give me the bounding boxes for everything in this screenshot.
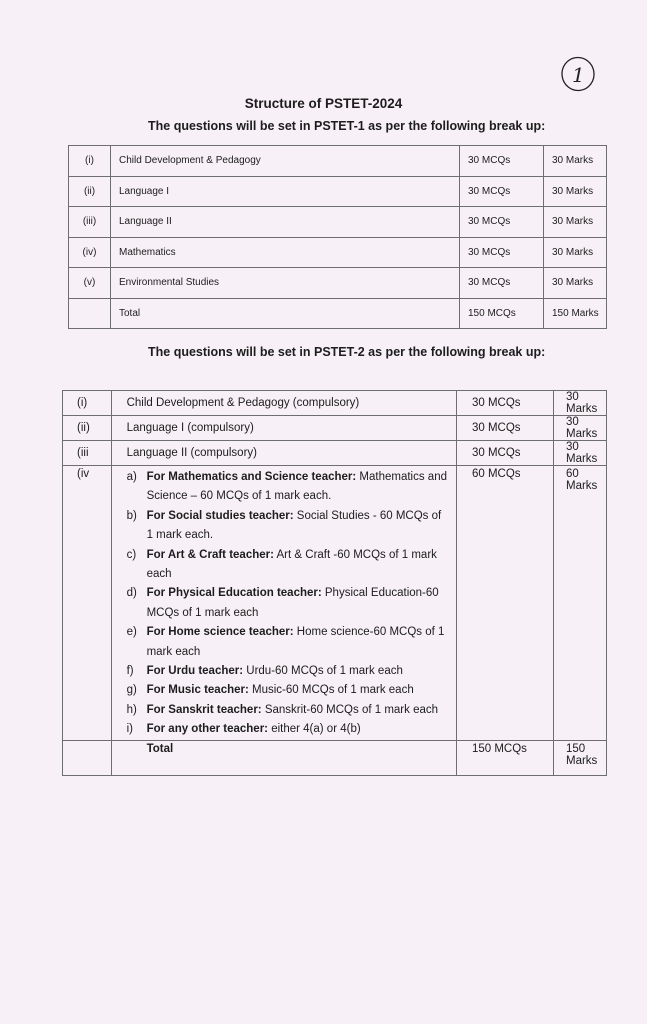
table-row (63, 391, 607, 416)
subject-cell: Language I (compulsory) (111, 416, 456, 441)
item-description: Art & Craft -60 MCQs of 1 mark each (146, 548, 437, 581)
item-text (147, 681, 448, 700)
teacher-options-list (127, 468, 456, 740)
item-description: Physical Education-60 MCQs of 1 mark each (146, 587, 439, 619)
marks-cell: 30 Marks (554, 391, 607, 416)
list-item (127, 701, 448, 720)
mcqs-cell: 150 MCQs (460, 298, 544, 329)
mcqs-cell: 30 MCQs (460, 237, 544, 268)
item-marker: h) (126, 703, 137, 716)
subject-cell: Child Development & Pedagogy (compulsory) (111, 391, 456, 416)
item-marker: i) (126, 723, 133, 736)
row-number: (iii (63, 441, 112, 466)
teacher-type: For Urdu teacher: (146, 665, 244, 678)
total-mcqs: 150 MCQs (456, 740, 553, 775)
pstet2-subtitle: The questions will be set in PSTET-2 as per the following break up: (148, 345, 546, 359)
item-description: Urdu-60 MCQs of 1 mark each (243, 665, 403, 678)
mcqs-cell: 30 MCQs (456, 441, 553, 466)
list-item (127, 681, 448, 700)
item-marker: a) (126, 471, 137, 483)
item-description: Music-60 MCQs of 1 mark each (248, 684, 414, 697)
list-item (127, 662, 448, 681)
row-number: (iv (63, 466, 112, 741)
row-number: (ii) (63, 416, 112, 441)
mcqs-cell: 30 MCQs (460, 268, 544, 299)
teacher-type: For Home science teacher: (146, 626, 294, 639)
teacher-type: For Mathematics and Science teacher: (146, 471, 357, 483)
pstet1-subtitle: The questions will be set in PSTET-1 as per the following break up: (148, 119, 546, 133)
marks-cell: 30 Marks (554, 441, 607, 466)
item-text (147, 546, 448, 585)
list-item (127, 623, 448, 662)
item-text (147, 623, 448, 662)
teacher-type: For Sanskrit teacher: (146, 703, 262, 716)
marks-cell: 30 Marks (544, 237, 607, 268)
list-item (127, 720, 448, 739)
table-row (69, 237, 607, 268)
teacher-type: For Physical Education teacher: (146, 587, 322, 600)
table-row (69, 146, 607, 177)
table-row (63, 466, 607, 741)
document-title: Structure of PSTET-2024 (244, 96, 403, 111)
list-item (127, 468, 448, 507)
marks-cell: 30 Marks (554, 416, 607, 441)
marks-cell: 30 Marks (544, 207, 607, 238)
subject-cell: Environmental Studies (111, 268, 460, 299)
subject-cell: Language II (compulsory) (111, 441, 456, 466)
mcqs-cell: 60 MCQs (456, 466, 553, 741)
table-row (69, 207, 607, 238)
mcqs-cell: 30 MCQs (456, 416, 553, 441)
row-number (69, 298, 111, 329)
item-text (147, 584, 448, 623)
subject-cell: Language I (111, 176, 460, 207)
row-number: (i) (63, 391, 112, 416)
mcqs-cell: 30 MCQs (456, 391, 553, 416)
teacher-type: For Art & Craft teacher: (146, 548, 274, 561)
item-text (147, 720, 448, 739)
item-marker: e) (126, 626, 137, 639)
teacher-options-cell (111, 466, 456, 741)
table-row (63, 416, 607, 441)
row-number: (iv) (69, 237, 111, 268)
item-text (147, 468, 448, 507)
svg-text:1: 1 (572, 63, 585, 87)
marks-cell: 60 Marks (554, 466, 607, 741)
table-row (69, 298, 607, 329)
table-row (69, 176, 607, 207)
total-label: Total (111, 740, 456, 775)
item-marker: d) (126, 587, 137, 600)
item-text (147, 701, 448, 720)
subject-cell: Mathematics (111, 237, 460, 268)
item-description: Mathematics and Science – 60 MCQs of 1 mark each. (146, 471, 447, 503)
item-description: Sanskrit-60 MCQs of 1 mark each (261, 703, 439, 716)
mcqs-cell: 30 MCQs (460, 207, 544, 238)
item-marker: c) (126, 548, 137, 561)
mcqs-cell: 30 MCQs (460, 176, 544, 207)
pstet2-table (62, 390, 607, 776)
item-text (147, 662, 448, 681)
item-description: Home science-60 MCQs of 1 mark each (146, 626, 445, 658)
row-number: (i) (69, 146, 111, 177)
list-item (127, 584, 448, 623)
marks-cell: 30 Marks (544, 268, 607, 299)
row-number: (iii) (69, 207, 111, 238)
row-number: (v) (69, 268, 111, 299)
row-number: (ii) (69, 176, 111, 207)
teacher-type: For Music teacher: (146, 684, 249, 697)
item-marker: b) (126, 509, 137, 522)
mcqs-cell: 30 MCQs (460, 146, 544, 177)
item-description: Social Studies - 60 MCQs of 1 mark each. (146, 509, 442, 542)
pstet1-table (68, 145, 607, 329)
teacher-type: For any other teacher: (146, 723, 268, 736)
item-text (147, 507, 448, 546)
item-marker: g) (126, 684, 137, 697)
table-row (63, 441, 607, 466)
marks-cell: 150 Marks (544, 298, 607, 329)
subject-cell: Total (111, 298, 460, 329)
list-item (127, 507, 448, 546)
table-row (69, 268, 607, 299)
subject-cell: Child Development & Pedagogy (111, 146, 460, 177)
total-marks: 150 Marks (554, 740, 607, 775)
list-item (127, 546, 448, 585)
total-row (63, 740, 607, 775)
marks-cell: 30 Marks (544, 176, 607, 207)
item-marker: f) (126, 665, 134, 678)
handwritten-page-number (558, 54, 598, 94)
marks-cell: 30 Marks (544, 146, 607, 177)
subject-cell: Language II (111, 207, 460, 238)
item-description: either 4(a) or 4(b) (268, 723, 361, 736)
teacher-type: For Social studies teacher: (146, 509, 294, 522)
